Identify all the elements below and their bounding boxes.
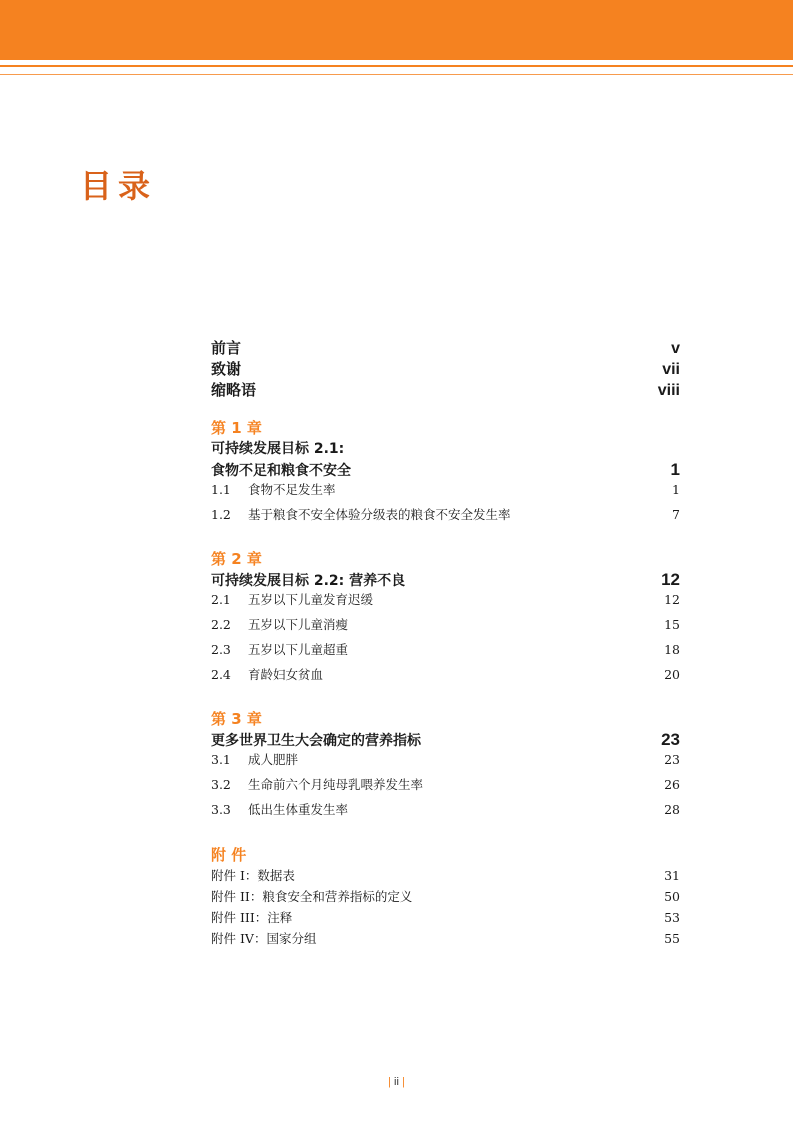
toc-annex-item[interactable] (211, 888, 680, 909)
toc-page-number: 26 (664, 777, 680, 792)
item-number: 2.3 (211, 642, 231, 657)
chapter-label: 第 1 章 (211, 419, 262, 437)
chapter-title: 更多世界卫生大会确定的营养指标 (211, 733, 421, 749)
toc-chapter-1 (211, 417, 680, 531)
item-title: 五岁以下儿童发育迟缓 (248, 592, 374, 607)
item-title: 五岁以下儿童超重 (248, 642, 349, 657)
item-title: 生命前六个月纯母乳喂养发生率 (248, 777, 424, 792)
toc-page-number: 55 (664, 931, 680, 946)
item-title: 成人肥胖 (248, 752, 299, 767)
header-rule (0, 65, 793, 67)
toc-item[interactable] (211, 666, 680, 691)
toc-page-number: 23 (664, 752, 680, 767)
footer-separator: | (388, 1076, 391, 1088)
toc-annex-item[interactable] (211, 909, 680, 930)
chapter-title-row[interactable] (211, 460, 680, 481)
item-title: 基于粮食不安全体验分级表的粮食不安全发生率 (248, 507, 511, 522)
chapter-subtitle: 可持续发展目标 2.1: (211, 441, 345, 457)
header-rule-thin (0, 74, 793, 75)
toc-page-number: 12 (664, 592, 680, 607)
annex-title: 附件 I：数据表 (211, 868, 295, 883)
page-footer (0, 1076, 793, 1088)
footer-separator: | (402, 1076, 405, 1088)
toc-item[interactable] (211, 776, 680, 801)
chapter-title: 食物不足和粮食不安全 (211, 463, 351, 479)
toc-page-number: viii (657, 382, 680, 399)
item-title: 食物不足发生率 (248, 482, 336, 497)
item-number: 3.1 (211, 752, 231, 767)
toc-item[interactable] (211, 641, 680, 666)
item-title: 育龄妇女贫血 (248, 667, 324, 682)
toc-chapter-3 (211, 708, 680, 826)
chapter-label: 第 3 章 (211, 710, 262, 728)
page-title: 目录 (80, 167, 157, 205)
toc-item[interactable] (211, 481, 680, 506)
toc-annex-item[interactable] (211, 930, 680, 951)
toc-front-preface[interactable] (211, 337, 680, 358)
toc-front-acknowledgements[interactable] (211, 358, 680, 379)
annex-title: 附件 II：粮食安全和营养指标的定义 (211, 889, 413, 904)
toc-page-number: 31 (664, 868, 680, 883)
item-number: 3.2 (211, 777, 231, 792)
toc-entry-title: 前言 (211, 339, 242, 357)
item-number: 1.2 (211, 507, 231, 522)
toc-entry-title: 致谢 (211, 360, 242, 378)
toc-page-number: 1 (672, 482, 680, 497)
toc-page-number: 18 (664, 642, 680, 657)
chapter-label: 第 2 章 (211, 550, 262, 568)
annex-label: 附 件 (211, 846, 247, 864)
item-number: 1.1 (211, 482, 231, 497)
toc-page-number: 15 (664, 617, 680, 632)
toc-page-number: vii (662, 361, 680, 378)
toc-page-number: v (671, 340, 680, 357)
toc-item[interactable] (211, 801, 680, 826)
item-number: 2.4 (211, 667, 231, 682)
item-number: 2.1 (211, 592, 231, 607)
footer-page-number: ii (394, 1076, 399, 1088)
toc-annex-item[interactable] (211, 867, 680, 888)
annex-title: 附件 IV：国家分组 (211, 931, 317, 946)
toc-page-number: 1 (670, 460, 680, 479)
toc-page-number: 28 (664, 802, 680, 817)
header-bar (0, 0, 793, 60)
table-of-contents (211, 337, 680, 951)
item-number: 2.2 (211, 617, 231, 632)
toc-page-number: 20 (664, 667, 680, 682)
toc-page-number: 23 (661, 730, 680, 749)
annex-title: 附件 III：注释 (211, 910, 293, 925)
toc-front-abbreviations[interactable] (211, 379, 680, 400)
chapter-title-row[interactable] (211, 570, 680, 591)
toc-item[interactable] (211, 616, 680, 641)
item-title: 五岁以下儿童消瘦 (248, 617, 349, 632)
toc-page-number: 50 (664, 889, 680, 904)
item-number: 3.3 (211, 802, 231, 817)
toc-item[interactable] (211, 591, 680, 616)
toc-item[interactable] (211, 751, 680, 776)
toc-chapter-2 (211, 548, 680, 691)
toc-page-number: 12 (661, 570, 680, 589)
toc-page-number: 53 (664, 910, 680, 925)
chapter-title: 可持续发展目标 2.2: 营养不良 (211, 573, 406, 589)
item-title: 低出生体重发生率 (248, 802, 349, 817)
toc-item[interactable] (211, 506, 680, 531)
toc-entry-title: 缩略语 (211, 381, 257, 399)
toc-page-number: 7 (672, 507, 680, 522)
toc-annexes (211, 843, 680, 951)
chapter-title-row[interactable] (211, 730, 680, 751)
